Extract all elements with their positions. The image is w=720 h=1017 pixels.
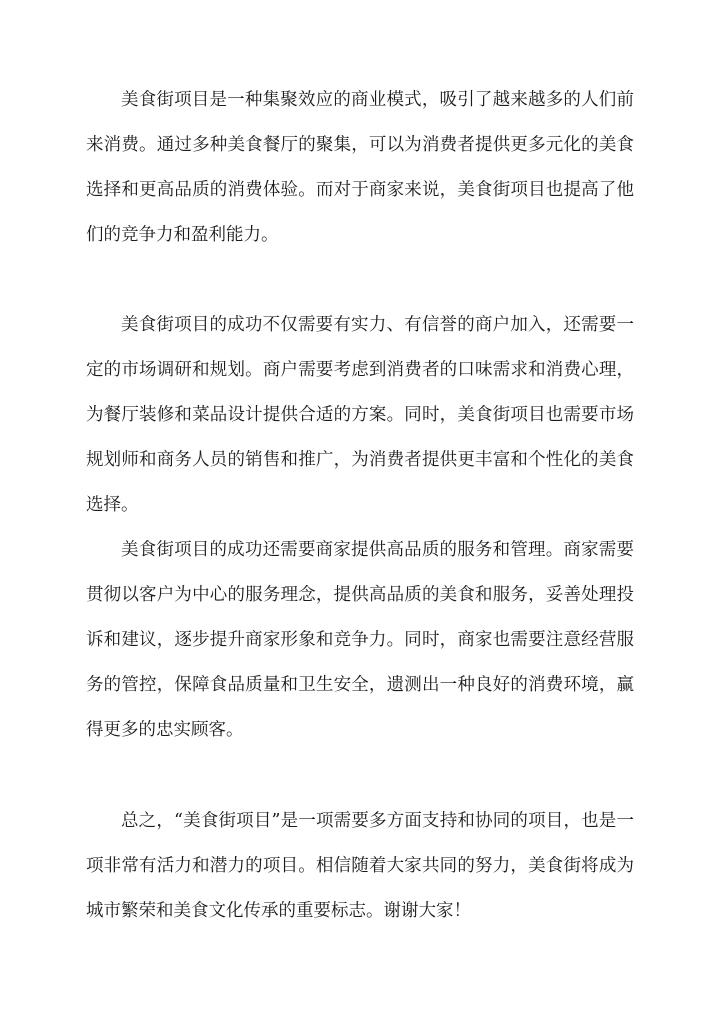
paragraph-4: 总之，“美食街项目”是一项需要多方面支持和协同的项目，也是一项非常有活力和潜力的项目。相信随着大家共同的努力，美食街将成为城市繁荣和美食文化传承的重要标志。谢谢大家！ [86,811,634,921]
paragraph-1: 美食街项目是一种集聚效应的商业模式，吸引了越来越多的人们前来消费。通过多种美食餐厅的聚集，可以为消费者提供更多元化的美食选择和更高品质的消费体验。而对于商家来说，美食街项目也提高了他们的竞争力和盈利能力。 [86,90,634,245]
paragraph-3: 美食街项目的成功还需要商家提供高品质的服务和管理。商家需要贯彻以客户为中心的服务理念，提供高品质的美食和服务，妥善处理投诉和建议，逐步提升商家形象和竞争力。同时，商家也需要注意经营服务的管控，保障食品质量和卫生安全，遗测出一种良好的消费环境，赢得更多的忠实顾客。 [86,540,634,740]
paragraph-2: 美食街项目的成功不仅需要有实力、有信誉的商户加入，还需要一定的市场调研和规划。商户需要考虑到消费者的口味需求和消费心理，为餐厅装修和菜品设计提供合适的方案。同时，美食街项目也需要市场规划师和商务人员的销售和推广，为消费者提供更丰富和个性化的美食选择。 [86,315,634,515]
